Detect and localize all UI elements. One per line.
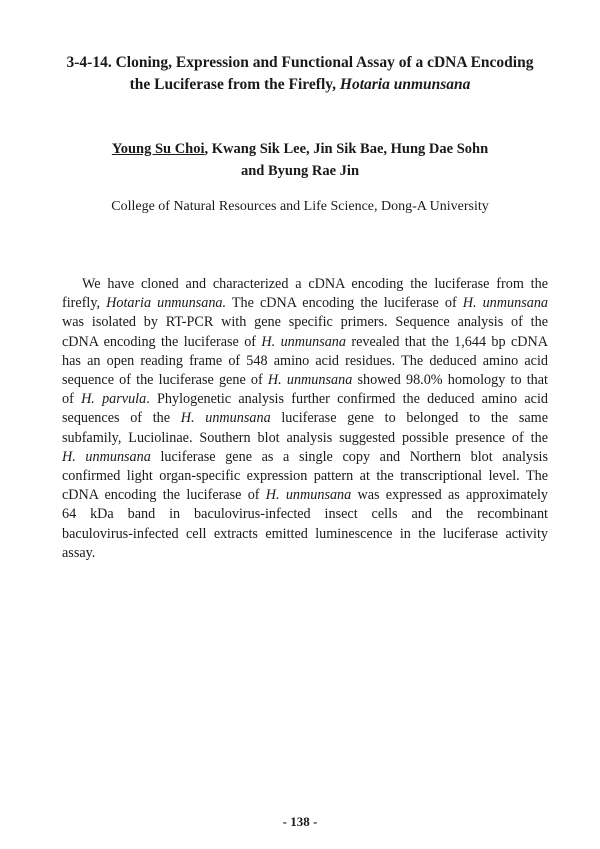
abstract-line	[62, 333, 548, 352]
text-run: showed 98.0% homology to that	[352, 372, 548, 389]
page-number: - 138 -	[282, 814, 318, 829]
author-list	[40, 138, 560, 182]
text-run: cDNA encoding the luciferase of	[62, 333, 262, 350]
species-name: H. unmunsana	[180, 410, 271, 427]
species-name: H. parvula	[81, 391, 147, 408]
title-line-1: 3-4-14. Cloning, Expression and Functional Assay of a cDNA Encoding	[66, 54, 534, 71]
species-name: H. unmunsana	[267, 372, 353, 389]
abstract-line	[62, 486, 548, 505]
species-name: H. unmunsana	[62, 448, 151, 465]
abstract-line: assay.	[62, 544, 96, 561]
text-run: sequence of the luciferase gene of	[62, 372, 268, 389]
author-line-1	[40, 138, 560, 160]
text-run: luciferase gene to belonged to the same	[270, 410, 549, 427]
abstract-line: 64 kDa band in baculovirus-infected insect cells and the recombinant	[62, 506, 548, 523]
co-authors: , Kwang Sik Lee, Jin Sik Bae, Hung Dae Sohn	[204, 141, 489, 157]
abstract-line	[62, 448, 548, 467]
text-run: cDNA encoding the luciferase of	[62, 487, 266, 504]
text-run: firefly,	[62, 295, 107, 312]
presenting-author: Young Su Choi	[111, 141, 205, 157]
text-run: . Phylogenetic analysis further confirmed the deduced amino acid	[146, 391, 548, 408]
species-name: H. unmunsana	[261, 333, 346, 350]
text-run: sequences of the	[62, 410, 181, 427]
abstract-line	[62, 294, 548, 313]
text-run: The cDNA encoding the luciferase of	[226, 295, 463, 312]
abstract-line	[62, 371, 548, 390]
abstract-line: confirmed light organ-specific expression pattern at the transcriptional level. The	[62, 468, 548, 485]
abstract-line: was isolated by RT-PCR with gene specific primers. Sequence analysis of the	[62, 314, 548, 331]
title-line-2	[40, 74, 560, 96]
text-run: luciferase gene as a single copy and Northern blot analysis	[150, 448, 549, 465]
abstract-line: has an open reading frame of 548 amino acid residues. The deduced amino acid	[62, 352, 548, 369]
title-line-2-text: the Luciferase from the Firefly,	[129, 76, 340, 93]
text-run: revealed that the 1,644 bp cDNA	[346, 333, 549, 350]
abstract-line: subfamily, Luciolinae. Southern blot analysis suggested possible presence of the	[62, 429, 548, 446]
species-name: H. unmunsana	[462, 295, 549, 312]
title-species-name: Hotaria unmunsana	[339, 76, 471, 93]
abstract-line	[62, 390, 548, 409]
species-name: Hotaria unmunsana.	[106, 295, 227, 312]
abstract-line: baculovirus-infected cell extracts emitted luminescence in the luciferase activity	[62, 525, 548, 542]
paper-title	[40, 52, 560, 96]
species-name: H. unmunsana	[265, 487, 352, 504]
abstract-line: We have cloned and characterized a cDNA encoding the luciferase from the	[82, 276, 548, 292]
text-run: was expressed as approximately	[351, 487, 548, 504]
affiliation: College of Natural Resources and Life Science, Dong-A University	[111, 199, 489, 214]
author-line-2: and Byung Rae Jin	[240, 163, 360, 179]
abstract-body	[62, 275, 548, 563]
abstract-line	[62, 409, 548, 428]
text-run: of	[62, 391, 82, 408]
